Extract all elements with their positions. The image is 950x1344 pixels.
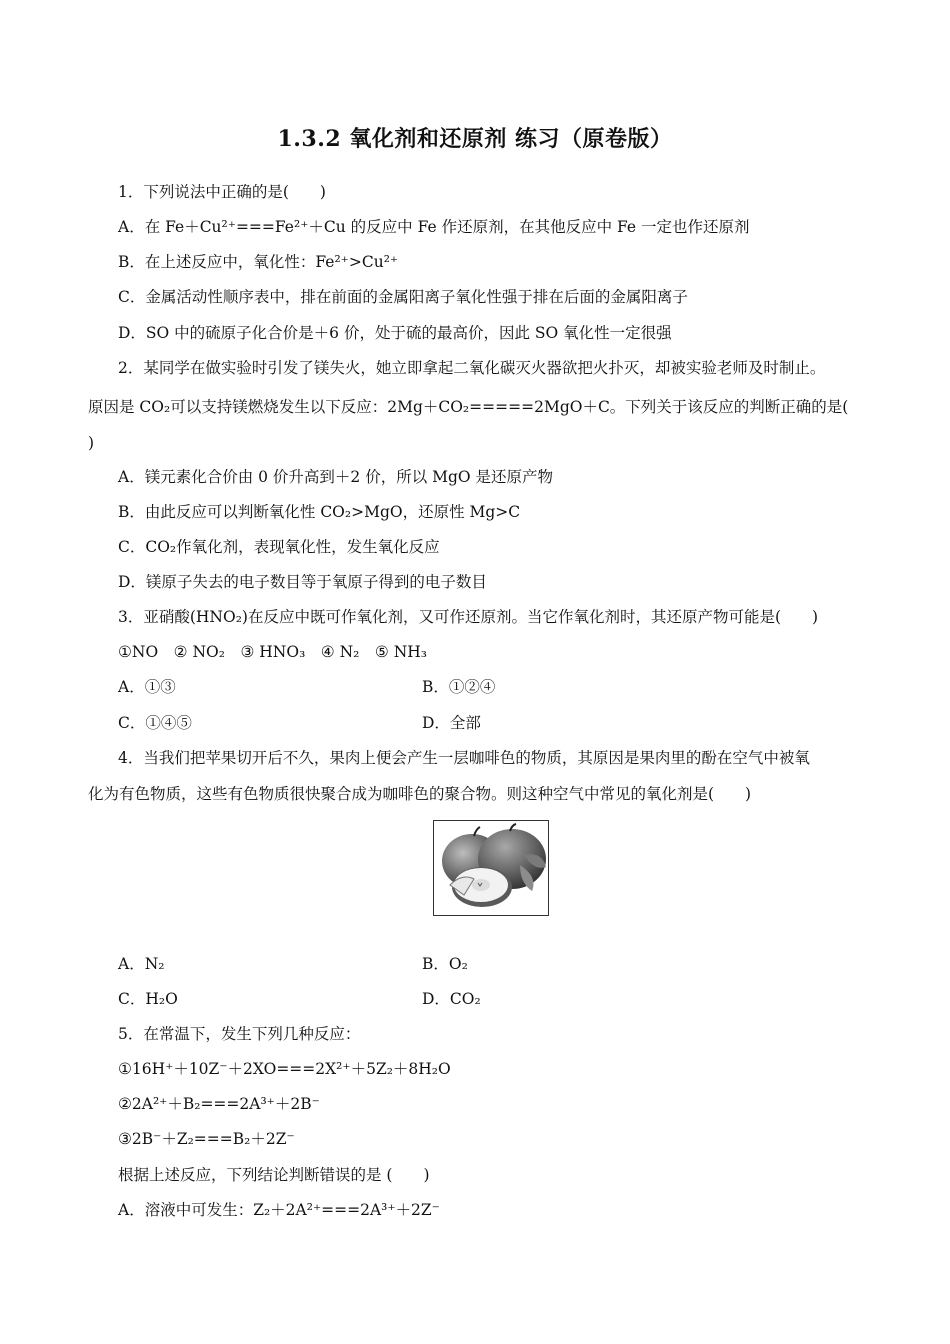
q3-option-a: A．①③ [118, 678, 176, 696]
apple-image [433, 820, 549, 916]
q4-stem-line1: 4．当我们把苹果切开后不久，果肉上便会产生一层咖啡色的物质，其原因是果肉里的酚在空气中被氧 [118, 749, 810, 767]
q3-items: ①NO ② NO₂ ③ HNO₃ ④ N₂ ⑤ NH₃ [118, 643, 428, 661]
q2-stem-line1: 2．某同学在做实验时引发了镁失火，她立即拿起二氧化碳灭火器欲把火扑灭，却被实验老师及时制止。 [118, 359, 826, 377]
q2-stem-line3: ) [88, 434, 95, 452]
q1-option-d: D．SO 中的硫原子化合价是＋6 价，处于硫的最高价，因此 SO 氧化性一定很强 [118, 324, 672, 342]
q5-reaction-1: ①16H⁺＋10Z⁻＋2XO===2X²⁺＋5Z₂＋8H₂O [118, 1060, 451, 1078]
q1-option-c: C．金属活动性顺序表中，排在前面的金属阳离子氧化性强于排在后面的金属阳离子 [118, 288, 688, 306]
q3-option-c: C．①④⑤ [118, 714, 192, 732]
q3-stem: 3．亚硝酸(HNO₂)在反应中既可作氧化剂，又可作还原剂。当它作氧化剂时，其还原产物可能是( ) [118, 608, 819, 626]
q2-option-d: D．镁原子失去的电子数目等于氧原子得到的电子数目 [118, 573, 487, 591]
q1-stem: 1．下列说法中正确的是( ) [118, 183, 326, 201]
q4-option-c: C．H₂O [118, 990, 178, 1008]
q5-option-a: A．溶液中可发生：Z₂＋2A²⁺===2A³⁺＋2Z⁻ [118, 1201, 440, 1219]
q1-option-a: A．在 Fe＋Cu²⁺===Fe²⁺＋Cu 的反应中 Fe 作还原剂，在其他反应中 Fe 一定也作还原剂 [118, 218, 750, 236]
q5-reaction-3: ③2B⁻＋Z₂===B₂＋2Z⁻ [118, 1130, 295, 1148]
q3-option-b: B．①②④ [422, 678, 496, 696]
q4-option-b: B．O₂ [422, 955, 468, 973]
q2-option-b: B．由此反应可以判断氧化性 CO₂>MgO，还原性 Mg>C [118, 503, 521, 521]
q2-option-c: C．CO₂作氧化剂，表现氧化性，发生氧化反应 [118, 538, 440, 556]
q4-stem-line2: 化为有色物质，这些有色物质很快聚合成为咖啡色的聚合物。则这种空气中常见的氧化剂是( ) [88, 785, 752, 803]
page-title: 1.3.2 氧化剂和还原剂 练习（原卷版） [277, 126, 673, 152]
q5-stem: 5．在常温下，发生下列几种反应： [118, 1025, 361, 1043]
q4-option-a: A．N₂ [118, 955, 165, 973]
q5-reaction-2: ②2A²⁺＋B₂===2A³⁺＋2B⁻ [118, 1095, 320, 1113]
q2-stem-line2: 原因是 CO₂可以支持镁燃烧发生以下反应：2Mg＋CO₂=====2MgO＋C。下列关于该反应的判断正确的是( [88, 398, 849, 416]
q5-question: 根据上述反应，下列结论判断错误的是 ( ) [118, 1166, 430, 1184]
q1-option-b: B．在上述反应中，氧化性：Fe²⁺>Cu²⁺ [118, 253, 399, 271]
apple-illustration [434, 821, 548, 915]
q2-option-a: A．镁元素化合价由 0 价升高到＋2 价，所以 MgO 是还原产物 [118, 468, 554, 486]
q3-option-d: D．全部 [422, 714, 481, 732]
q4-option-d: D．CO₂ [422, 990, 481, 1008]
